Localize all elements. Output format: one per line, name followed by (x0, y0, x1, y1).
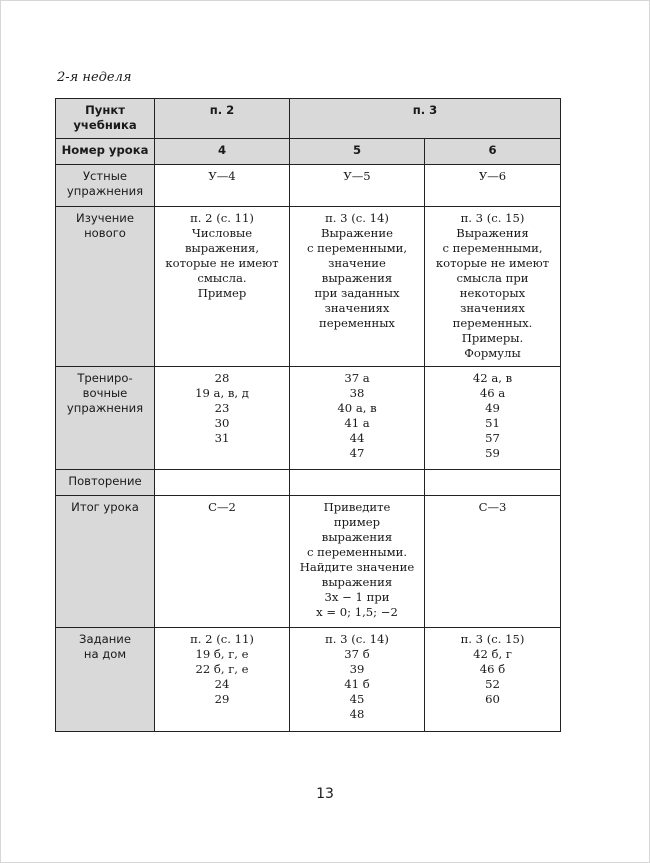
cell-line: некоторых (459, 286, 526, 300)
cell-line: Выражения (456, 226, 529, 240)
cell-line: п. 2 (с. 11) (190, 632, 254, 646)
cell-line: переменных (319, 316, 395, 330)
corner-title-cell (56, 99, 155, 139)
cell-line: значение (328, 256, 386, 270)
cell-line: 3x − 1 при (324, 590, 390, 604)
table-row-training-exercises (56, 367, 561, 470)
cell-line: Выражение (321, 226, 393, 240)
page-number: 13 (316, 786, 334, 802)
cell-line: Пример (197, 286, 247, 300)
cell-line: Числовые (191, 226, 253, 240)
table-cell (290, 367, 425, 470)
item-p2-cell (155, 99, 290, 139)
row-header-line: Повторение (68, 474, 142, 488)
cell-line: которые не имеют (435, 256, 550, 270)
cell-line: 60 (485, 692, 500, 706)
table-cell (290, 165, 425, 207)
cell-line: У—5 (343, 169, 371, 183)
cell-line: 30 (214, 416, 230, 430)
row-header-line: Устные (82, 169, 128, 183)
cell-line: 42 б, г (473, 647, 512, 661)
row-header-line: нового (84, 226, 126, 240)
cell-line: п. 3 (с. 14) (325, 632, 389, 646)
table-cell (425, 470, 561, 496)
table-row-homework (56, 628, 561, 732)
cell-line: п. 2 (с. 11) (190, 211, 254, 225)
table-cell (290, 496, 425, 628)
cell-line: 29 (214, 692, 230, 706)
cell-line: 48 (349, 707, 365, 721)
cell-line: 45 (349, 692, 365, 706)
table-cell (155, 628, 290, 732)
cell-line: переменных. (452, 316, 533, 330)
cell-line: 19 б, г, е (195, 647, 249, 661)
cell-line: смысла при (456, 271, 529, 285)
cell-line: 31 (214, 431, 230, 445)
table-cell (290, 628, 425, 732)
cell-line: 42 а, в (472, 371, 513, 385)
table-cell (425, 165, 561, 207)
row-header-line: на дом (83, 647, 127, 661)
lesson-label: Номер урока (61, 143, 149, 157)
cell-line: с переменными, (442, 241, 543, 255)
table-cell (425, 207, 561, 367)
row-header-line: вочные (82, 386, 128, 400)
row-header-oral-exercises (56, 165, 155, 207)
row-header-lesson-summary (56, 496, 155, 628)
cell-line: У—6 (478, 169, 507, 183)
lesson-label-cell (56, 139, 155, 165)
row-header-line: упражнения (66, 184, 144, 198)
cell-line: У—4 (208, 169, 236, 183)
table-row-new-material (56, 207, 561, 367)
row-header-review (56, 470, 155, 496)
row-header-new-material (56, 207, 155, 367)
cell-line: 44 (349, 431, 365, 445)
cell-line: п. 3 (с. 15) (460, 632, 525, 646)
cell-line: смысла. (197, 271, 247, 285)
cell-line: с переменными. (306, 545, 408, 559)
item-p3-cell (290, 99, 561, 139)
table-row-lesson-summary (56, 496, 561, 628)
cell-line: Приведите (323, 500, 391, 514)
row-header-line: Изучение (76, 211, 134, 225)
cell-line: 37 б (344, 647, 370, 661)
cell-line: п. 3 (с. 14) (325, 211, 389, 225)
cell-line: 38 (349, 386, 365, 400)
lesson-number: 4 (217, 143, 227, 157)
table-body (56, 165, 561, 732)
row-header-line: Трениро- (77, 371, 133, 385)
table-cell (155, 165, 290, 207)
cell-line: п. 3 (с. 15) (460, 211, 525, 225)
table-cell (290, 207, 425, 367)
row-header-training-exercises (56, 367, 155, 470)
cell-line: выражения (321, 530, 393, 544)
cell-line: Примеры. (461, 331, 524, 345)
lesson-number: 6 (488, 143, 497, 157)
table-row-review (56, 470, 561, 496)
lesson-number-cell (155, 139, 290, 165)
table-cell (155, 496, 290, 628)
table-cell (155, 470, 290, 496)
cell-line: 59 (485, 446, 500, 460)
cell-line: Формулы (464, 346, 521, 360)
cell-line: x = 0; 1,5; −2 (316, 605, 398, 619)
cell-line: 23 (214, 401, 230, 415)
lesson-number-cell (290, 139, 425, 165)
cell-line: 41 б (344, 677, 370, 691)
row-header-line: Итог урока (71, 500, 139, 514)
cell-line: 52 (485, 677, 500, 691)
cell-line: выражения (321, 271, 393, 285)
cell-line: 57 (485, 431, 500, 445)
row-header-line: Задание (79, 632, 131, 646)
table-cell (425, 496, 561, 628)
cell-line: выражения, (184, 241, 260, 255)
item-p2: п. 2 (209, 103, 235, 117)
cell-line: 19 а, в, д (195, 386, 249, 400)
cell-line: 41 а (344, 416, 370, 430)
cell-line: 46 б (479, 662, 506, 676)
corner-title: Пункт учебника (73, 103, 137, 132)
table-cell (290, 470, 425, 496)
row-header-line: упражнения (66, 401, 144, 415)
table-row-oral-exercises (56, 165, 561, 207)
cell-line: 40 а, в (337, 401, 377, 415)
cell-line: 24 (214, 677, 230, 691)
cell-line: 28 (214, 371, 230, 385)
cell-line: при заданных (314, 286, 400, 300)
lesson-number-cell (425, 139, 561, 165)
cell-line: 37 а (344, 371, 370, 385)
cell-line: пример (333, 515, 381, 529)
table-cell (155, 207, 290, 367)
cell-line: 47 (349, 446, 365, 460)
cell-line: 46 а (479, 386, 506, 400)
week-label: 2-я неделя (57, 70, 132, 85)
cell-line: Найдите значение (299, 560, 415, 574)
cell-line: 51 (485, 416, 500, 430)
cell-line: выражения (321, 575, 393, 589)
lesson-plan-table (55, 98, 561, 732)
cell-line: с переменными, (306, 241, 408, 255)
row-header-homework (56, 628, 155, 732)
cell-line: 39 (349, 662, 365, 676)
lesson-number: 5 (352, 143, 362, 157)
cell-line: С—2 (208, 500, 236, 514)
cell-line: которые не имеют (165, 256, 279, 270)
cell-line: 22 б, г, е (195, 662, 249, 676)
table-cell (425, 628, 561, 732)
cell-line: 49 (485, 401, 500, 415)
table-cell (155, 367, 290, 470)
table-cell (425, 367, 561, 470)
cell-line: С—3 (478, 500, 507, 514)
item-p3: п. 3 (412, 103, 438, 117)
cell-line: значениях (324, 301, 390, 315)
cell-line: значениях (460, 301, 525, 315)
